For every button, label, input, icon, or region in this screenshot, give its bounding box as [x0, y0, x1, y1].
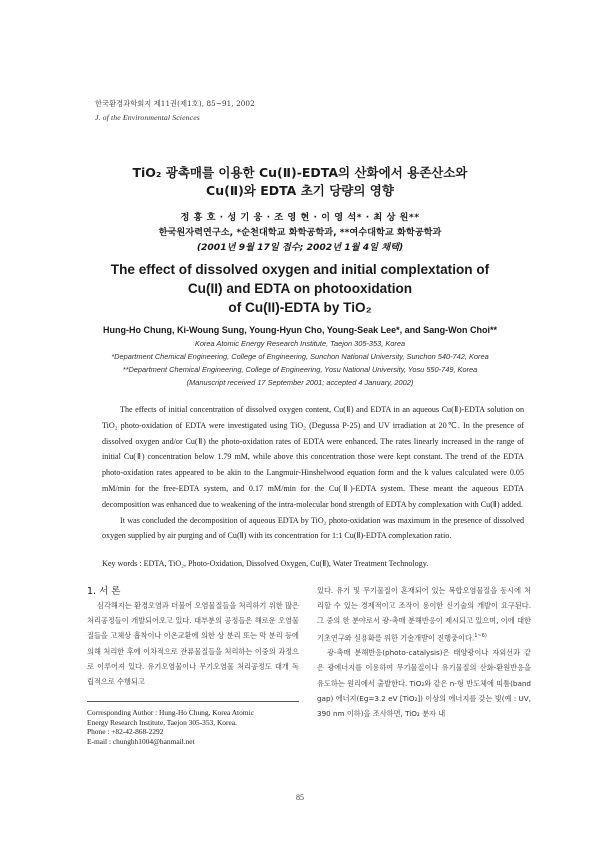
intro-right-column: [317, 583, 531, 721]
manuscript-dates: (Manuscript received 17 September 2001; accepted 4 January, 2002): [186, 378, 414, 387]
footnote-line-4: E-mail : chunghh1004@hanmail.net: [87, 736, 195, 746]
abstract-paragraph-2: It was concluded the decomposition of aqueous EDTA by TiO₂ photo-oxidation was maximum in the presence of dissolved oxygen supplied by air purging and of Cu(Ⅱ) with its concentration for 1:1 Cu(Ⅱ)-EDTA complexation ratio.: [102, 515, 524, 541]
intro-right-text-2: 광-촉매 분해반응(photo-catalysis)은 태양광이나 자외선과 같은 광에너지를 이용하여 무기물질이나 유기물질의 산화-환원반응을 유도하는 원리에서 출발한다. TiO₂와 같은 n-형 반도체에 띠틈(band gap) 에너지(Eg=3.2 eV [TiO₂]) 이상의 에너지를 갖는 빛(예 : UV, 390 nm 이하)을 조사하면, TiO₂ 분자 내: [317, 648, 531, 719]
affiliation-2: *Department Chemical Engineering, College of Engineering, Sunchon National University, Sunchon 540-742, Korea: [111, 352, 489, 361]
footnote-divider: [87, 701, 299, 702]
english-authors: Hung-Ho Chung, Ki-Woung Sung, Young-Hyun Cho, Young-Seak Lee*, and Sang-Won Choi**: [103, 325, 497, 335]
journal-english: J. of the Environmental Sciences: [95, 113, 200, 122]
intro-reference: 1~6): [474, 632, 487, 639]
footnote-line-2: Energy Research Institute, Taejon 305-353, Korea.: [87, 717, 237, 727]
korean-title-line1: TiO₂ 광촉매를 이용한 Cu(Ⅱ)-EDTA의 산화에서 용존산소와: [132, 165, 468, 180]
korean-title-line2: Cu(Ⅱ)와 EDTA 초기 당량의 영향: [206, 183, 394, 198]
footnote-line-3: Phone : +82-42-868-2292: [87, 727, 164, 737]
corresponding-author-footnote: [87, 708, 317, 746]
abstract: [102, 402, 524, 544]
keywords: Key words : EDTA, TiO₂, Photo-Oxidation, Dissolved Oxygen, Cu(Ⅱ), Water Treatment Technology.: [102, 559, 429, 568]
affiliation-3: **Department Chemical Engineering, College of Engineering, Yosu National University, Yosu 550-749, Korea: [122, 365, 478, 374]
intro-left-text: 심각해지는 환경오염과 더불어 오염물질들을 처리하기 위한 많은 처리공정들이 개발되어오고 있다. 대부분의 공정들은 해로운 오염물질들을 고체상 흡착이나 이온교환에 의한 상 분리 또는 막 분리 등에 의해 처리한 후에 이차적으로 잔류물질들을 처리하는 이중의 과정으로 이루어져 있다. 유기오염물이나 무기오염물 처리공정도 대개 독립적으로 수행되고: [87, 601, 299, 687]
english-title-line3: of Cu(II)-EDTA by TiO₂: [228, 300, 372, 315]
english-title-line1: The effect of dissolved oxygen and initial complextation of: [110, 262, 490, 277]
journal-korean: 한국환경과학회지 제11권(제1호), 85~91, 2002: [95, 99, 255, 108]
footnote-line-1: Corresponding Author : Hung-Ho Chung, Korea Atomic: [87, 708, 254, 717]
korean-authors: 정 홍 호 · 성 기 웅 · 조 영 현 · 이 영 석* · 최 상 원**: [180, 212, 420, 223]
korean-affiliation: 한국원자력연구소, *순천대학교 화학공학과, **여수대학교 화학공학과: [158, 227, 442, 238]
english-title-line2: Cu(II) and EDTA on photooxidation: [187, 281, 413, 296]
affiliation-1: Korea Atomic Energy Research Institute, Taejon 305-353, Korea: [194, 339, 406, 348]
intro-right-text-1: 있다. 유기 및 무기물질이 혼재되어 있는 복합오염물질을 동시에 처리할 수 있는 경제적이고 조작이 용이한 신기술의 개발이 요구된다. 그 중의 한 분야로서 광-촉매 분해반응이 제시되고 있으며, 이에 대한 기초연구와 실용화를 위한 기술개발이 진행중이다.: [317, 586, 531, 642]
section-heading-introduction: 1. 서 론: [87, 586, 121, 597]
korean-dates: (2001년 9월 17일 접수; 2002년 1월 4일 채택): [196, 242, 404, 253]
intro-left-column: [87, 598, 299, 689]
page-number: 85: [296, 793, 304, 802]
abstract-paragraph-1: The effects of initial concentration of dissolved oxygen content, Cu(Ⅱ) and EDTA in an aqueous Cu(Ⅱ)-EDTA solution on TiO₂ photo-oxidation of EDTA were investigated using TiO₂ (Degussa P-25) and UV irradiation at 20℃. In the presence of dissolved oxygen and/or Cu(Ⅱ) the photo-oxidation rates of EDTA were enhanced. The rates linearly increased in the range of initial Cu(Ⅱ) concentration below 1.79 mM, while above this concentration those were kept constant. The trend of the EDTA photo-oxidation rates appeared to be akin to the Langmuir-Hinshelwood equation form and the k values calculated were 0.05 mM/min for the free-EDTA system, and 0.17 mM/min for the Cu(Ⅱ)-EDTA system. These meant the aqueous EDTA decomposition was enhanced due to weakening of the intra-molecular bond strength of EDTA by complexation with Cu(Ⅱ) added.: [102, 405, 524, 509]
